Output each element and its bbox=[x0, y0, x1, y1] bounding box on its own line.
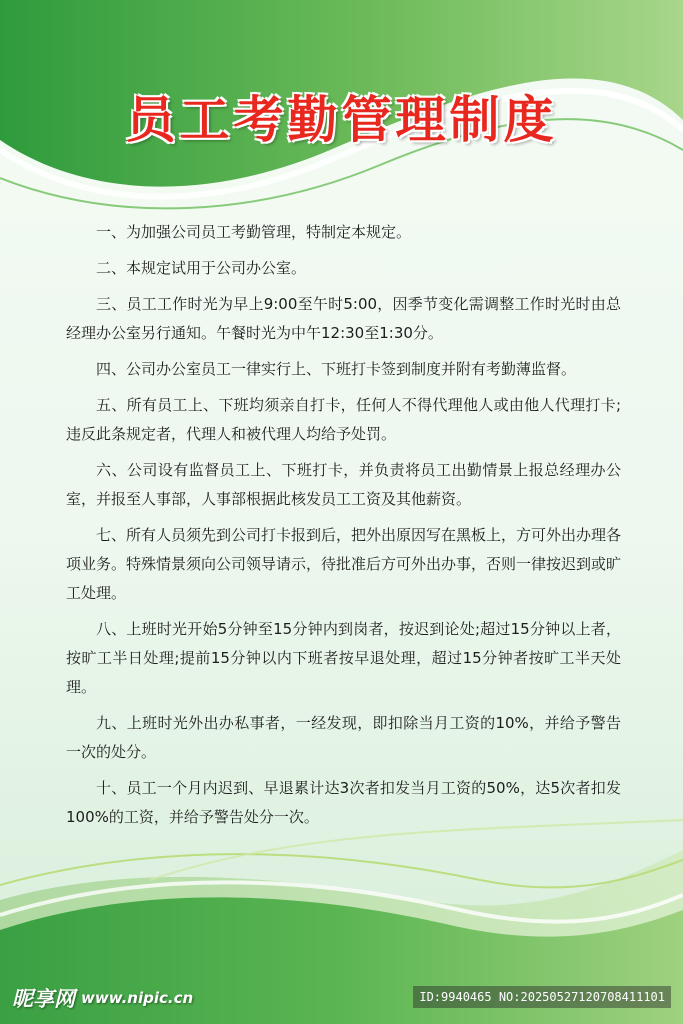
clause-4: 四、公司办公室员工一律实行上、下班打卡签到制度并附有考勤薄监督。 bbox=[96, 360, 577, 378]
watermark-id: ID:9940465 NO:20250527120708411101 bbox=[413, 986, 671, 1008]
brand-url: www.nipic.cn bbox=[81, 989, 194, 1007]
clause-10: 十、员工一个月内迟到、早退累计达3次者扣发当月工资的50%，达5次者扣发100%的工资，并给予警告处分一次。 bbox=[66, 779, 621, 826]
clause-2: 二、本规定试用于公司办公室。 bbox=[96, 259, 307, 277]
page-title: 员工考勤管理制度 bbox=[125, 91, 558, 149]
clause-9: 九、上班时光外出办私事者，一经发现，即扣除当月工资的10%，并给予警告一次的处分。 bbox=[66, 714, 621, 761]
watermark-brand bbox=[12, 984, 193, 1012]
regulation-body bbox=[66, 218, 621, 839]
clause-6: 六、公司设有监督员工上、下班打卡，并负责将员工出勤情景上报总经理办公室，并报至人事部，人事部根据此核发员工工资及其他薪资。 bbox=[66, 461, 621, 508]
clause-1: 一、为加强公司员工考勤管理，特制定本规定。 bbox=[96, 223, 412, 241]
brand-name: 昵享网 bbox=[12, 987, 75, 1011]
clause-5: 五、所有员工上、下班均须亲自打卡，任何人不得代理他人或由他人代理打卡;违反此条规定者，代理人和被代理人均给予处罚。 bbox=[66, 396, 621, 443]
clause-8: 八、上班时光开始5分钟至15分钟内到岗者，按迟到论处;超过15分钟以上者，按旷工半日处理;提前15分钟以内下班者按早退处理，超过15分钟者按旷工半天处理。 bbox=[66, 620, 621, 696]
clause-7: 七、所有人员须先到公司打卡报到后，把外出原因写在黑板上，方可外出办理各项业务。特殊情景须向公司领导请示，待批准后方可外出办事，否则一律按迟到或旷工处理。 bbox=[66, 526, 622, 602]
clause-3: 三、员工工作时光为早上9:00至午时5:00，因季节变化需调整工作时光时由总经理办公室另行通知。午餐时光为中午12:30至1:30分。 bbox=[66, 295, 621, 342]
